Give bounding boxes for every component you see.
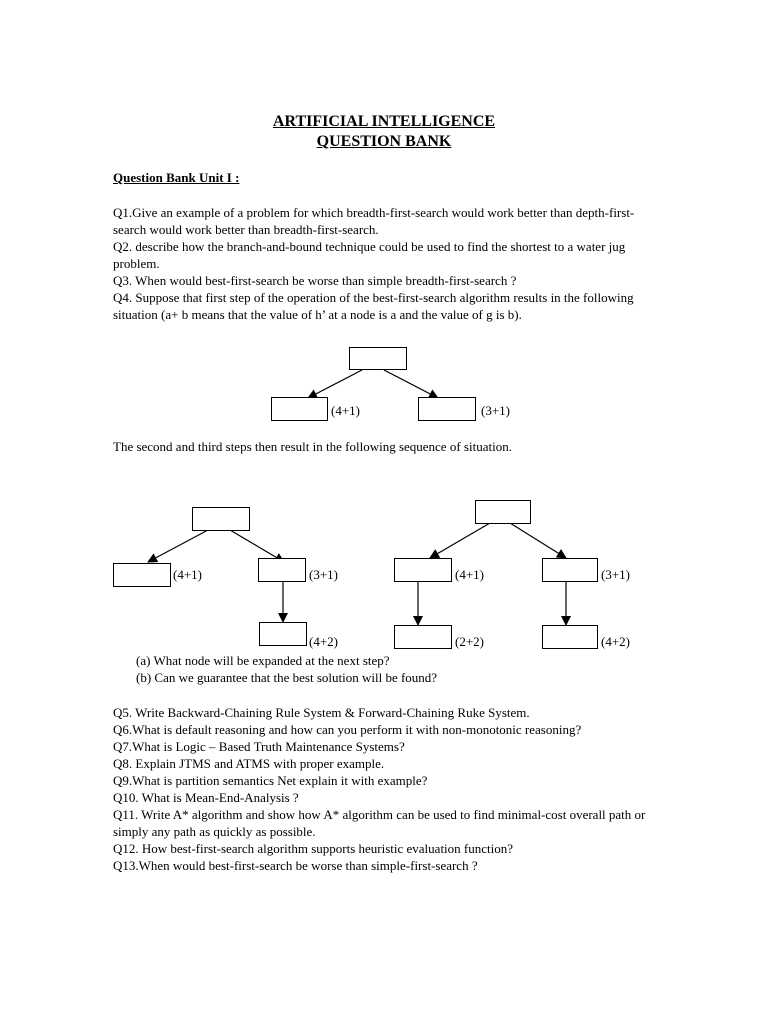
d1-right-node (418, 397, 476, 421)
question-q9: Q9.What is partition semantics Net explain it with example? (113, 773, 428, 788)
d1-left-label: (4+1) (331, 403, 360, 418)
question-q2: Q2. describe how the branch-and-bound technique could be used to find the shortest to a water jug problem. (113, 239, 626, 271)
d2-left-label: (4+1) (173, 567, 202, 582)
d2-left-node (113, 563, 171, 587)
sub-question-b: (b) Can we guarantee that the best solution will be found? (136, 670, 438, 685)
d2-child-node (259, 622, 307, 646)
d3-right-node (542, 558, 598, 582)
d3-root-node (475, 500, 531, 524)
question-q8: Q8. Explain JTMS and ATMS with proper example. (113, 756, 385, 771)
question-q6: Q6.What is default reasoning and how can you perform it with non-monotonic reasoning? (113, 722, 582, 737)
d2-child-label: (4+2) (309, 634, 338, 649)
sequence-text: The second and third steps then result in the following sequence of situation. (113, 439, 512, 454)
d1-right-label: (3+1) (481, 403, 510, 418)
page-title: ARTIFICIAL INTELLIGENCE (272, 113, 496, 130)
d3-right-child-node (542, 625, 598, 649)
question-q12: Q12. How best-first-search algorithm supports heuristic evaluation function? (113, 841, 514, 856)
d3-left-child-label: (2+2) (455, 634, 484, 649)
d3-left-node (394, 558, 452, 582)
question-q11: Q11. Write A* algorithm and show how A* algorithm can be used to find minimal-cost overall path or simply any path as quickly as possible. (113, 807, 646, 839)
sub-questions (136, 652, 437, 686)
d3-edge-left (430, 523, 490, 558)
d3-left-label: (4+1) (455, 567, 484, 582)
d1-edge-right (384, 370, 438, 398)
questions-top (113, 204, 656, 323)
question-q5: Q5. Write Backward-Chaining Rule System & Forward-Chaining Ruke System. (113, 705, 530, 720)
d2-right-node (258, 558, 306, 582)
d1-left-node (271, 397, 328, 421)
question-q4: Q4. Suppose that first step of the operation of the best-first-search algorithm results in the following situation (a+ b means that the value of h’ at a node is a and the value of g is b). (113, 290, 634, 322)
sub-question-a: (a) What node will be expanded at the next step? (136, 653, 390, 668)
question-q13: Q13.When would best-first-search be worse than simple-first-search ? (113, 858, 478, 873)
d2-root-node (192, 507, 250, 531)
page-subtitle: QUESTION BANK (316, 133, 452, 150)
d2-edge-left (148, 530, 208, 562)
question-q10: Q10. What is Mean-End-Analysis ? (113, 790, 299, 805)
d3-right-label: (3+1) (601, 567, 630, 582)
unit-heading: Question Bank Unit I : (113, 170, 240, 185)
question-q7: Q7.What is Logic – Based Truth Maintenance Systems? (113, 739, 405, 754)
question-q3: Q3. When would best-first-search be worse than simple breadth-first-search ? (113, 273, 517, 288)
d1-root-node (349, 347, 407, 370)
d3-edge-right (510, 523, 566, 558)
questions-bottom (113, 704, 656, 874)
d1-edge-left (308, 370, 362, 398)
question-q1: Q1.Give an example of a problem for which breadth-first-search would work better than depth-first-search would work better than breadth-first-search. (113, 205, 635, 237)
d3-right-child-label: (4+2) (601, 634, 630, 649)
d3-left-child-node (394, 625, 452, 649)
d2-right-label: (3+1) (309, 567, 338, 582)
